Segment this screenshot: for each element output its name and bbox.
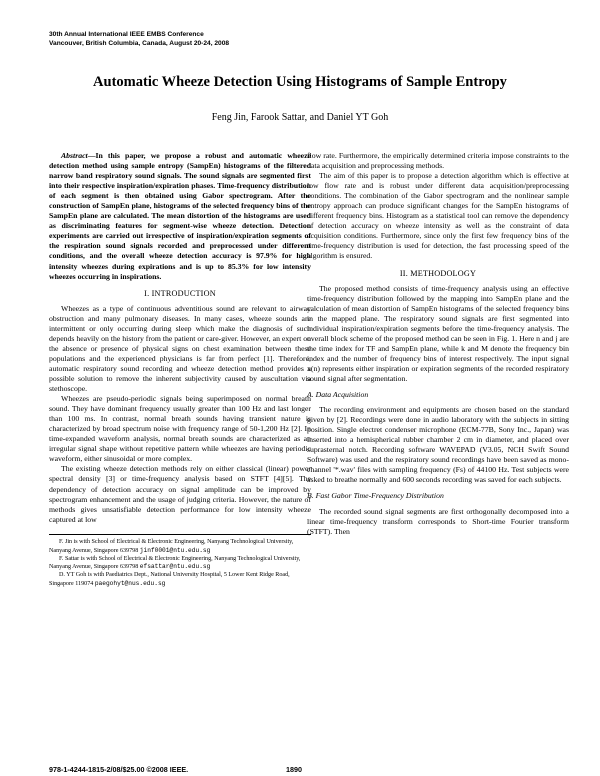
intro-paragraph-1: Wheezes as a type of continuous adventitious sound are relevant to airway obstruction and many pulmonary diseases. In many cases, wheeze sounds are intermittent or only occurring during sleep which make the diagnosis of such depends heavily on the history from the patient or care-giver. However, an expert on the absence or presence of physical signs on chest examination between these populations and the experienced physicians is far from perfect [1]. Therefore, automatic respiratory sound recording and wheeze detection method provides a possible solution to remove the inherent subjectivity caused by auscultation via stethoscope.: [49, 303, 311, 394]
intro-paragraph-3: The existing wheeze detection methods rely on either classical (linear) power spectral density [3] or time-frequency analysis based on STFT [4][5]. The dependency of detection accuracy on signal amplitude can be improved by spectrogram enhancement and the usage of judging criteria. However, the nature of methods gives unsatisfiable detection performance for low intensity wheeze captured at low: [49, 464, 311, 524]
abstract-label: Abstract: [61, 151, 88, 160]
right-paragraph-2: The aim of this paper is to propose a detection algorithm which is effective at low flow rate and is robust under different data acquisition/preprocessing conditions. The combination of the Gabor spectrogram and the nonlinear sample entropy approach can produce significant changes for the SampEn histograms of different frequency bins. Histogram as a statistical tool can remove the dependency of detection accuracy on wheeze intensity as well as the constraint of data acquisition conditions. Furthermore, since only the first few frequency bins of the time-frequency distribution is used for detection, the fast processing speed of the algorithm is ensured.: [307, 171, 569, 261]
footnote-1-text: F. Jin is with School of Electrical & Electronic Engineering, Nanyang Technological University, Nanyang Avenue, Singapore 639798: [49, 538, 294, 554]
left-column: [49, 151, 311, 589]
footnote-2: [49, 556, 311, 573]
conference-header: [49, 31, 229, 48]
subsection-b-heading: B. Fast Gabor Time-Frequency Distribution: [307, 491, 444, 501]
right-paragraph-1: flow rate. Furthermore, the empirically determined criteria impose constraints to the data acquisition and preprocessing methods.: [307, 151, 569, 171]
subsection-b-paragraph: The recorded sound signal segments are first orthogonally decomposed into a linear time-frequency transform corresponds to Short-time Fourier transform (STFT). Then: [307, 506, 569, 536]
page-number: 1890: [286, 765, 302, 774]
subsection-a-heading: A. Data Acquisition: [307, 390, 369, 400]
isbn-footer: 978-1-4244-1815-2/08/$25.00 ©2008 IEEE.: [49, 765, 189, 774]
subsection-a-paragraph: The recording environment and equipments are chosen based on the standard given by [2]. Recordings were done in audio laboratory with the subjects in sitting position. Single electret condenser microphone (ECM-77B, Sony Inc., Japan) was inserted into a hemispherical rubber chamber 2 cm in diameter, and placed over suprasternal notch. Recording software WAVEPAD (V3.05, NCH Swift Sound Software) was used and the respiratory sound recordings have been saved as mono-channel '*.wav' files with sampling frequency (Fs) of 44100 Hz. Test subjects were asked to breathe normally and 600 seconds recording was saved for each subjects.: [307, 405, 569, 485]
abstract-text: —In this paper, we propose a robust and automatic wheeze detection method using sample entropy (SampEn) histograms of the filtered narrow band respiratory sound signals. The sound signals are segmented first into their respective inspiration/expiration phases. Time-frequency distribution of each segment is then obtained using Gabor spectrogram. After the construction of SampEn plane, histograms of the selected frequency bins of the SampEn plane are calculated. The mean distortion of the histograms are used as discriminating features for segment-wise wheeze detection. Detection experiments are carried out irrespective of inspiration/expiration segments of the respiration sound signals recorded and preprocessed under different conditions, and the overall wheeze detection accuracy is 97.9% for high intensity wheezes during expirations and is up to 85.3% for low intensity wheezes occurring in inspirations.: [49, 151, 311, 281]
footnotes: [49, 534, 311, 589]
footnote-3: [49, 572, 311, 589]
intro-paragraph-2: Wheezes are pseudo-periodic signals being superimposed on normal breath sound. They have dominant frequency usually greater than 100 Hz and last longer than 100 ms. In contrast, normal breath sounds having transient nature is characterized by broad spectrum noise with frequency range of 50-1,200 Hz [2]. In time-expanded waveform analysis, normal breath sounds are characterized as an irregular signal shape without repetitive pattern while wheezes are having periodic waveform, either sinusoidal or more complex.: [49, 394, 311, 464]
methodology-paragraph-1: The proposed method consists of time-frequency analysis using an effective time-frequency distribution followed by the mapping into SampEn plane and the calculation of mean distortion of SampEn histograms of the selected frequency bins in the mapped plane. The respiratory sound signals are first segmented into individual inspiration/expiration segments before the time-frequency analysis. The overall block scheme of the proposed method can be seen in Fig. 1. Here n and j are the time index for TF and SampEn plane, while k and M denote the frequency bin index and the number of frequency bins of interest respectively. The input signal x(n) represents either inspiration or expiration segments of the recorded respiratory sound signal after segmentation.: [307, 283, 569, 383]
footnote-1: [49, 539, 311, 556]
footnote-2-text: F. Sattar is with School of Electrical & Electronic Engineering, Nanyang Technological University, Nanyang Avenue, Singapore 639798: [49, 555, 301, 571]
footnote-2-email[interactable]: efsattar@ntu.edu.sg: [139, 563, 211, 571]
footnote-1-email[interactable]: jinf0001@ntu.edu.sg: [139, 546, 211, 554]
methodology-heading: II. METHODOLOGY: [399, 268, 477, 278]
abstract: [49, 151, 311, 282]
intro-heading: I. INTRODUCTION: [144, 288, 216, 298]
conference-name: 30th Annual International IEEE EMBS Conference: [49, 31, 204, 38]
footnote-3-text: D. YT Goh is with Paediatrics Dept., National University Hospital, 5 Lower Kent Ridge Road, Singapore 119074: [49, 572, 290, 588]
footnote-3-email[interactable]: paegohyt@nus.edu.sg: [94, 580, 166, 588]
paper-authors: Feng Jin, Farook Sattar, and Daniel YT Goh: [211, 112, 389, 123]
right-column: [307, 151, 569, 537]
paper-title: Automatic Wheeze Detection Using Histograms of Sample Entropy: [93, 74, 507, 90]
conference-location: Vancouver, British Columbia, Canada, August 20-24, 2008: [49, 39, 230, 47]
